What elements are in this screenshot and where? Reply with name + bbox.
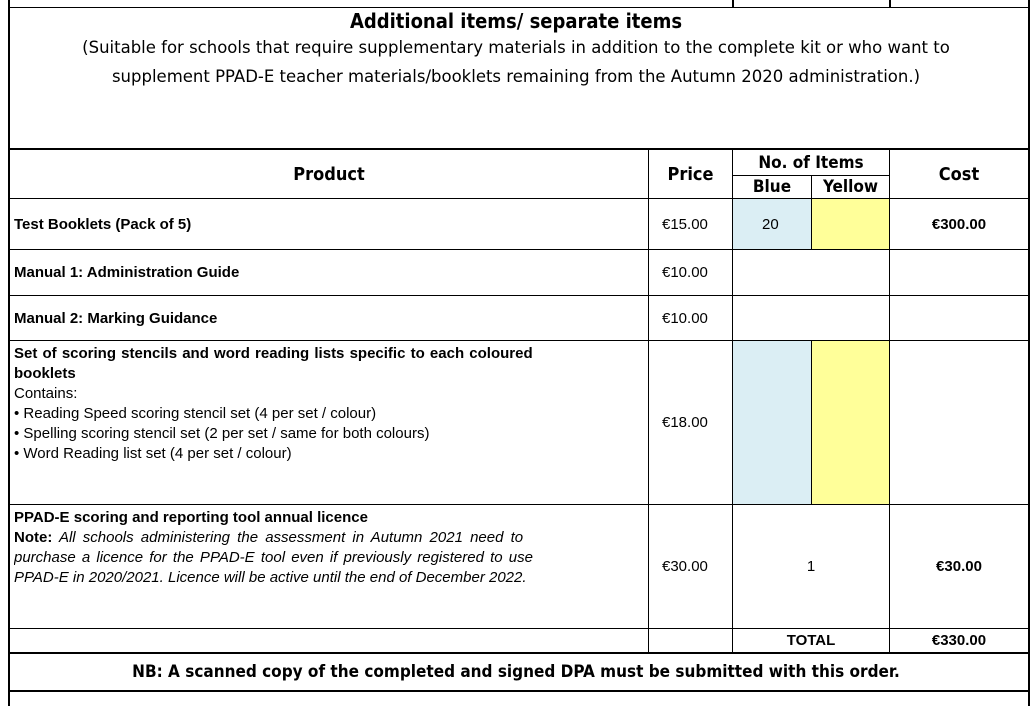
section-subtitle-line2: supplement PPAD-E teacher materials/booklets remaining from the Autumn 2020 administration.) (111, 67, 921, 86)
row3-price: €10.00 (662, 309, 708, 327)
row2-product: Manual 1: Administration Guide (14, 264, 240, 281)
row4-contains-label: Contains: (14, 385, 78, 402)
row1-price: €15.00 (662, 215, 708, 233)
row5-price: €30.00 (662, 558, 708, 575)
row4-item: • Reading Speed scoring stencil set (4 per set / colour) (14, 405, 377, 422)
total-value: €330.00 (931, 632, 987, 649)
row5-note-line3: PPAD-E in 2020/2021. Licence will be active until the end of December 2022. (14, 569, 527, 586)
row1-yellow-qty[interactable] (812, 199, 889, 249)
header-price: Price (667, 163, 714, 185)
total-label: TOTAL (786, 632, 836, 649)
blue-fill-row4 (733, 341, 812, 504)
section-subtitle-line1: (Suitable for schools that require supplementary materials in addition to the complete kit or who want to (82, 38, 950, 57)
row3-product: Manual 2: Marking Guidance (14, 309, 218, 327)
row2-price: €10.00 (662, 264, 708, 281)
row4-title-line2: booklets (14, 365, 76, 382)
row1-product: Test Booklets (Pack of 5) (14, 215, 192, 233)
header-cost: Cost (938, 163, 980, 185)
section-title: Additional items/ separate items (349, 9, 683, 33)
row5-note-line1: All schools administering the assessment in Autumn 2021 need to (52, 529, 524, 546)
header-yellow: Yellow (822, 177, 878, 197)
row4-title-line1: Set of scoring stencils and word reading lists specific to each coloured (14, 345, 533, 362)
row4-item: • Spelling scoring stencil set (2 per set / same for both colours) (14, 425, 430, 442)
row5-product (14, 508, 646, 626)
row5-note-label: Note: (14, 529, 53, 546)
yellow-fill-row4 (812, 341, 890, 504)
row5-cost: €30.00 (936, 558, 982, 575)
row4-item: • Word Reading list set (4 per set / colour) (14, 445, 292, 462)
row5-quantity[interactable]: 1 (806, 558, 816, 575)
row5-note-line2: purchase a licence for the PPAD-E tool even if previously registered to use (14, 549, 533, 566)
header-product: Product (293, 163, 365, 185)
footer-note: NB: A scanned copy of the completed and signed DPA must be submitted with this order. (132, 662, 900, 682)
row1-cost: €300.00 (931, 215, 987, 233)
row5-title: PPAD-E scoring and reporting tool annual licence (14, 509, 368, 526)
header-blue: Blue (752, 177, 792, 197)
row4-price: €18.00 (662, 414, 708, 431)
row4-product (14, 344, 646, 504)
row1-blue-qty[interactable]: 20 (762, 215, 779, 233)
header-no-of-items: No. of Items (758, 152, 864, 173)
